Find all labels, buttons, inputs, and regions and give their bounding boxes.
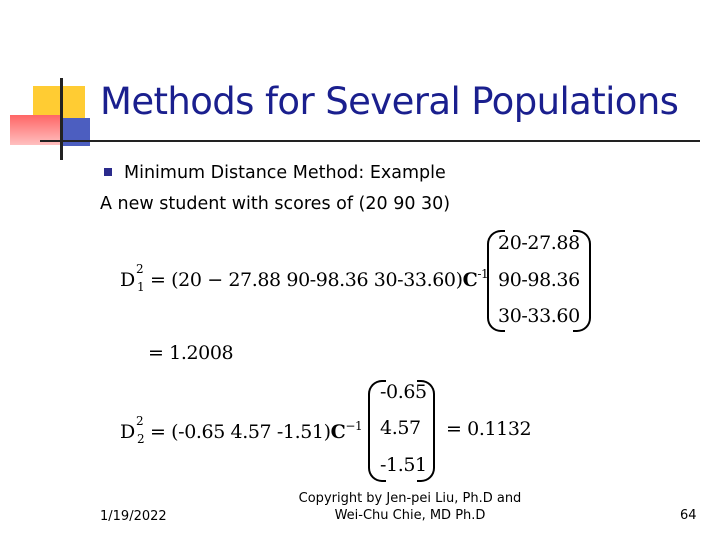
d-symbol: D: [120, 269, 135, 291]
d1-subscript: 1: [137, 280, 145, 294]
column-vector-1-entry-2: 90-98.36: [498, 269, 580, 291]
footer-copyright: [290, 490, 530, 524]
d1-squared-label: [120, 262, 150, 294]
column-vector-2-entry-2: 4.57: [380, 417, 421, 439]
inverse-superscript: −1: [345, 419, 363, 433]
title-underline-rule: [40, 140, 700, 142]
d-symbol: D: [120, 421, 135, 443]
bullet-text: Minimum Distance Method: Example: [124, 163, 446, 183]
equation-2-row-vector: = (-0.65 4.57 -1.51): [150, 421, 331, 443]
d1-superscript: 2: [136, 262, 144, 276]
footer-date: 1/19/2022: [100, 509, 167, 524]
d2-superscript: 2: [136, 414, 144, 428]
column-vector-2-entry-1: -0.65: [380, 381, 427, 403]
column-vector-2-right-bracket: [417, 380, 435, 482]
d2-squared-label: [120, 414, 150, 446]
decor-vertical-rule: [60, 78, 63, 160]
equation-1-lhs: [120, 262, 489, 294]
inverse-superscript: -1: [477, 267, 489, 281]
d2-subscript: 2: [137, 432, 145, 446]
slide-title: Methods for Several Populations: [100, 80, 679, 123]
bullet-item: [104, 163, 446, 183]
column-vector-2-entry-3: -1.51: [380, 454, 427, 476]
equation-1-result: = 1.2008: [148, 342, 234, 364]
equation-2-lhs: [120, 414, 363, 446]
example-description: A new student with scores of (20 90 30): [100, 194, 451, 214]
page-number: 64: [680, 508, 697, 523]
column-vector-1-entry-1: 20-27.88: [498, 232, 580, 254]
equation-2-result: = 0.1132: [446, 418, 532, 440]
copyright-line-1: Copyright by Jen-pei Liu, Ph.D and: [298, 491, 522, 506]
equation-1-row-vector: = (20 − 27.88 90-98.36 30-33.60): [150, 269, 463, 291]
column-vector-1-right-bracket: [573, 230, 591, 332]
column-vector-1-entry-3: 30-33.60: [498, 305, 580, 327]
copyright-line-2: Wei-Chu Chie, MD Ph.D: [334, 508, 486, 523]
covariance-matrix-symbol: C: [462, 269, 478, 291]
covariance-matrix-symbol: C: [330, 421, 346, 443]
square-bullet-icon: [104, 168, 112, 176]
